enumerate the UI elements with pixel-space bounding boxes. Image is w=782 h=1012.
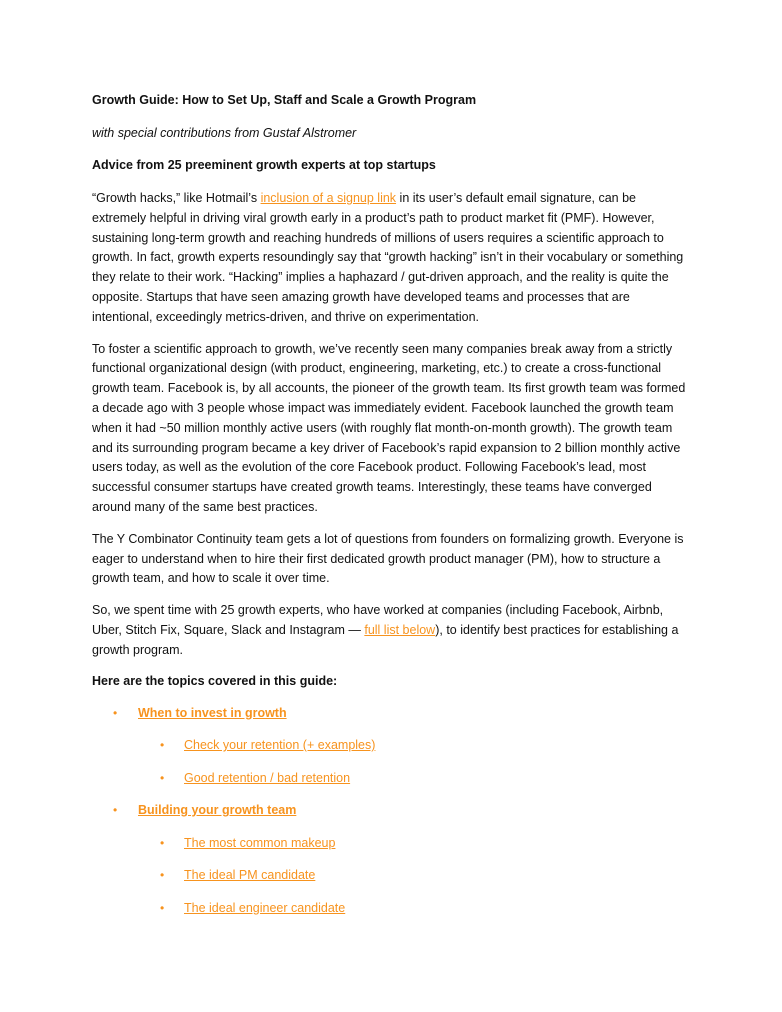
paragraph-text: in its user’s default email signature, can be extremely helpful in driving viral growth early in a product’s path to product market fit (PMF). However, sustaining long-term growth and reaching hundreds of millions of users requires a scientific approach to growth. In fact, growth experts resoundingly say that “growth hacking” isn’t in their vocabulary or something they relate to their work. “Hacking” implies a haphazard / gut-driven approach, and the reality is quite the opposite. Startups that have seen amazing growth have developed teams and processes that are intentional, exceedingly metrics-driven, and thrive on experimentation. [92,191,684,324]
paragraph-growth-hacks [92,189,692,328]
subtopic-item [138,737,692,754]
topic-link-building-team[interactable]: Building your growth team [138,803,297,818]
subtopics-list [138,835,692,917]
full-list-link[interactable]: full list below [364,622,436,637]
subtopic-item [138,867,692,884]
bullet-icon: • [160,835,165,850]
bullet-icon: • [160,900,165,915]
signup-link[interactable]: inclusion of a signup link [260,191,397,205]
subtopic-link-ideal-pm[interactable]: The ideal PM candidate [184,868,316,883]
paragraph-text: ), to identify best practices for establishing a growth program. [92,622,679,657]
subtopic-link-good-bad-retention[interactable]: Good retention / bad retention [184,770,351,785]
subtopic-link-check-retention[interactable]: Check your retention (+ examples) [184,738,376,753]
subtopics-list [138,737,692,787]
paragraph-text: “Growth hacks,” like Hotmail’s [92,191,261,205]
bullet-icon: • [160,868,165,883]
subtopic-link-common-makeup[interactable]: The most common makeup [184,835,336,850]
subtopic-item [138,900,692,917]
paragraph-yc-continuity: The Y Combinator Continuity team gets a lot of questions from founders on formalizing growth. Everyone is eager to understand when to hire their first dedicated growth product manager (PM), how to structure a growth team, and how to scale it over time. [92,531,684,586]
document-page [92,92,692,932]
subtopic-link-ideal-engineer[interactable]: The ideal engineer candidate [184,900,346,915]
paragraph-text: So, we spent time with 25 growth experts, who have worked at companies (including Facebook, Airbnb, Uber, Stitch Fix, Square, Slack and Instagram — [92,603,664,637]
topic-item [92,705,692,787]
topic-item [92,802,692,917]
section-heading: Advice from 25 preeminent growth experts at top startups [92,158,436,172]
bullet-icon: • [160,770,165,785]
topics-heading: Here are the topics covered in this guide: [92,673,338,688]
paragraph-growth-experts [92,601,692,660]
bullet-icon: • [160,738,165,753]
bullet-icon: • [113,803,118,818]
topic-link-when-to-invest[interactable]: When to invest in growth [138,705,287,720]
topics-list [92,705,692,917]
subtopic-item [138,835,692,852]
document-title: Growth Guide: How to Set Up, Staff and Scale a Growth Program [92,93,477,107]
bullet-icon: • [113,705,118,720]
document-subtitle: with special contributions from Gustaf Alstromer [92,126,357,140]
subtopic-item [138,770,692,787]
paragraph-scientific-approach: To foster a scientific approach to growth, we’ve recently seen many companies break away from a strictly functional organizational design (with product, engineering, marketing, etc.) to create a cross-functional growth team. Facebook is, by all accounts, the pioneer of the growth team. Its first growth team was formed a decade ago with 3 people whose impact was immediately evident. Facebook launched the growth team when it had ~50 million monthly active users (with roughly flat month-on-month growth). The growth team and its surrounding program became a key driver of Facebook’s rapid expansion to 2 billion monthly active users today, as well as the evolution of the core Facebook product. Following Facebook’s lead, most successful consumer startups have created growth teams. Interestingly, these teams have converged around many of the same best practices. [92,341,686,514]
